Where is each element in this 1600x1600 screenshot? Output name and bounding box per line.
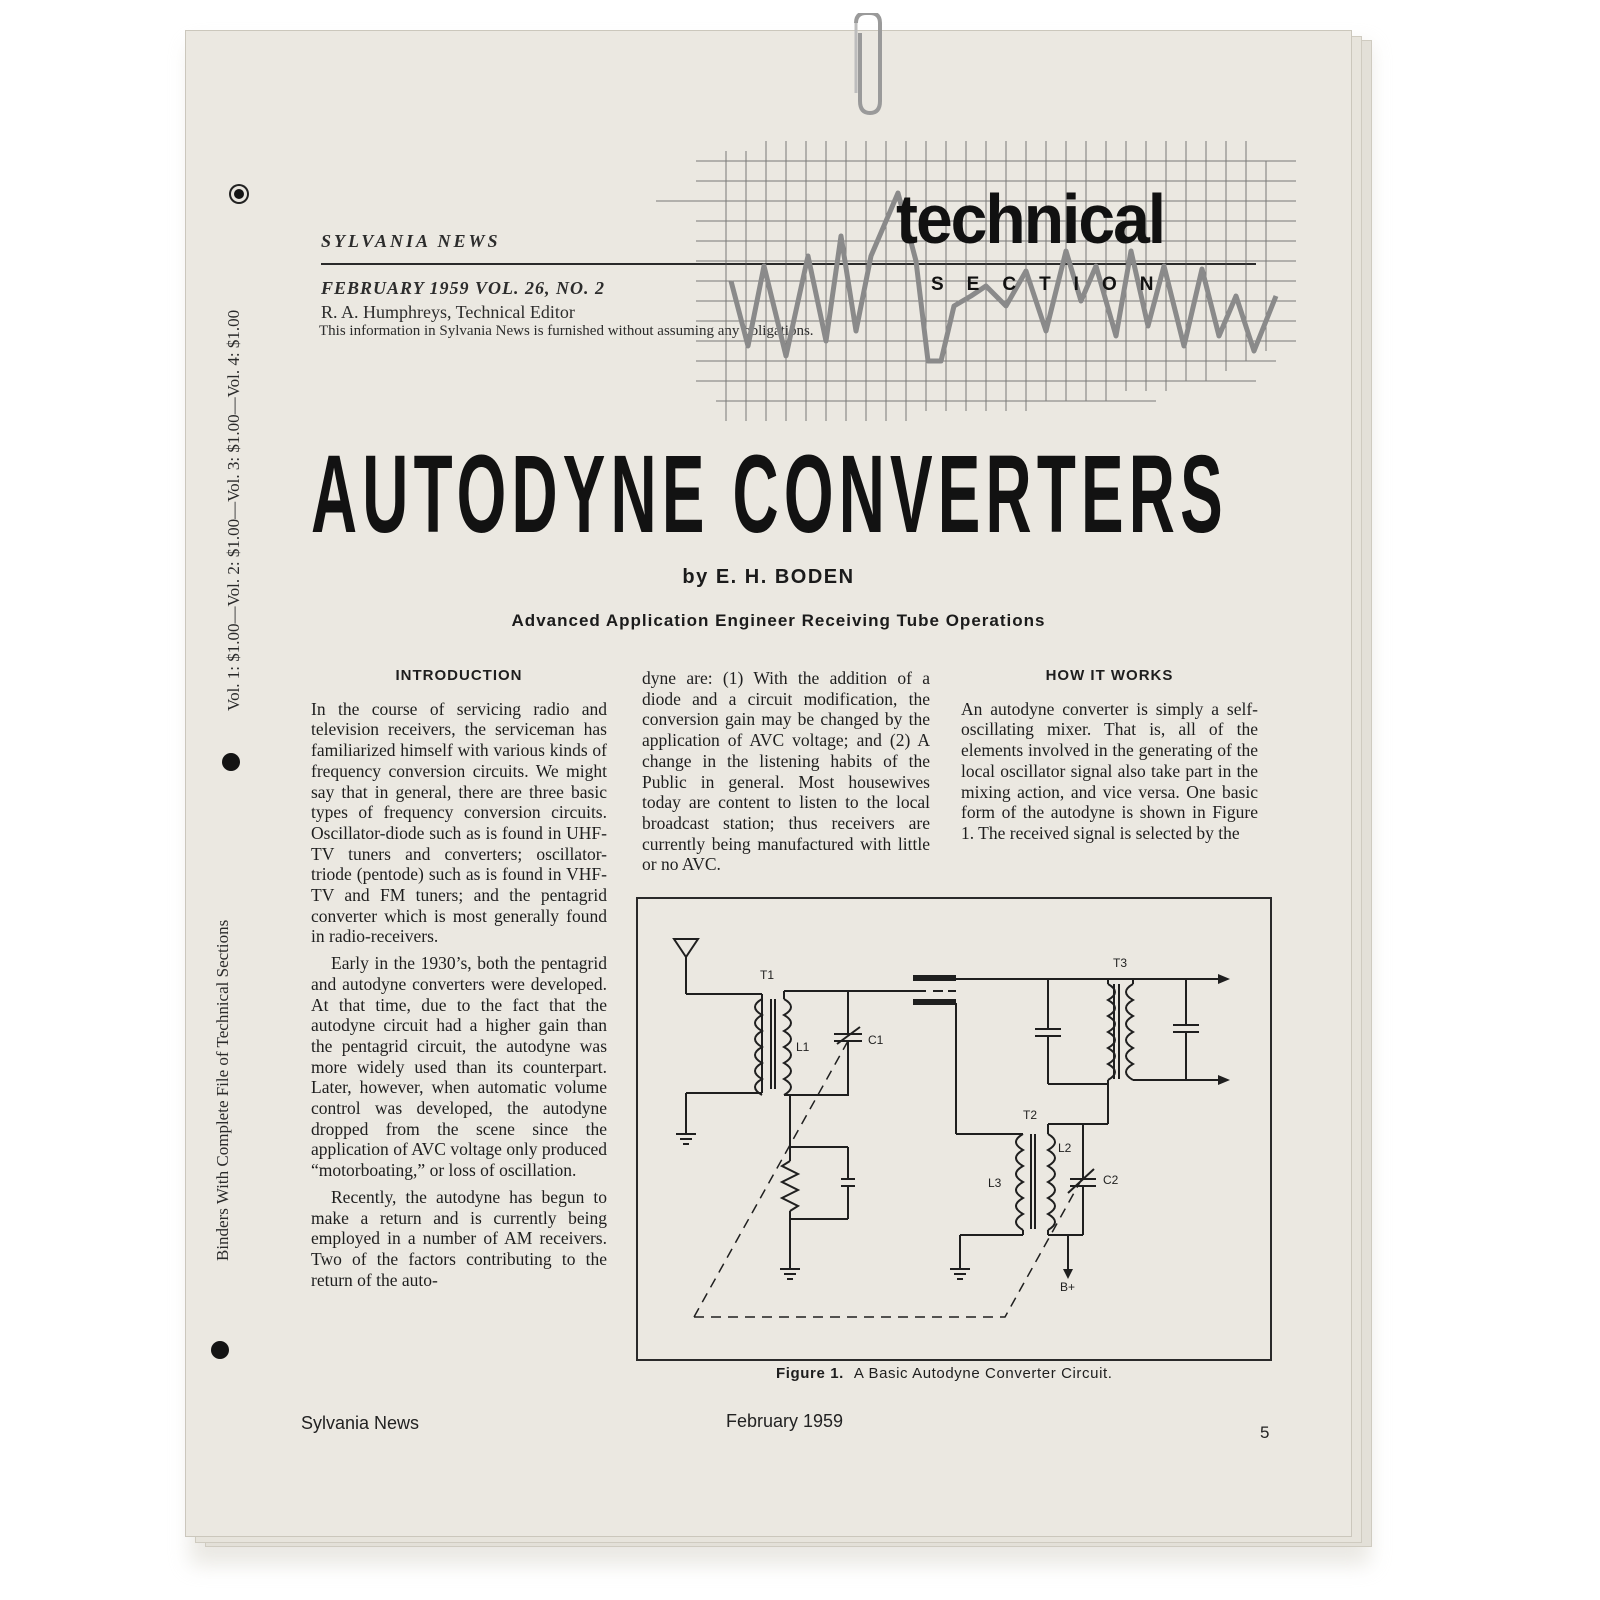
author-affiliation: Advanced Application Engineer Receiving Tube Operations	[511, 611, 1046, 630]
technical-section-logo-graphic	[636, 101, 1316, 431]
how-paragraph-1: An autodyne converter is simply a self-oscillating mixer. That is, all of the elements involved in the generating of the local oscillator signal also take part in the mixing action, and vice versa. One basic form of the autodyne is shown in Figure 1. The received signal is selected by the	[961, 698, 1258, 843]
binding-binders-note: Binders With Complete File of Technical Sections	[213, 919, 232, 1261]
column-left	[311, 666, 607, 1296]
column-right	[961, 666, 1258, 850]
figure-1-circuit	[636, 897, 1272, 1361]
article-title: AUTODYNE CONVERTERS	[311, 433, 1228, 556]
binder-hole	[231, 186, 247, 202]
binding-prices: Vol. 1: $1.00—Vol. 2: $1.00—Vol. 3: $1.00—Vol. 4: $1.00	[224, 309, 243, 711]
figure-caption	[776, 1365, 1113, 1382]
label-t3: T3	[1113, 956, 1128, 970]
introduction-heading: INTRODUCTION	[395, 667, 523, 684]
magazine-name: SYLVANIA NEWS	[321, 231, 501, 251]
editor-line: R. A. Humphreys, Technical Editor	[321, 302, 575, 322]
label-l3: L3	[988, 1176, 1002, 1190]
label-t1: T1	[760, 968, 775, 982]
how-it-works-heading: HOW IT WORKS	[1045, 667, 1174, 684]
page-number: 5	[1260, 1423, 1270, 1442]
intro-paragraph-3: Recently, the autodyne has begun to make a return and is currently being employed in a number of AM receivers. Two of the factors contributing to the return of the auto-	[311, 1186, 607, 1290]
figure-caption-label: Figure 1.	[776, 1365, 844, 1382]
label-c2: C2	[1103, 1173, 1119, 1187]
column-middle	[642, 668, 930, 881]
binder-hole	[222, 753, 240, 771]
middle-paragraph-1: dyne are: (1) With the addition of a diode and a circuit modification, the conversion gain may be changed by the application of AVC voltage; and (2) A change in the listening habits of the Public in general. Most housewives today are content to listen to the local broadcast station; thus receivers are currently being manufactured with little or no AVC.	[642, 668, 930, 875]
binder-hole	[211, 1341, 229, 1359]
footer-date: February 1959	[726, 1411, 844, 1431]
label-t2: T2	[1023, 1108, 1038, 1122]
intro-paragraph-2: Early in the 1930’s, both the pentagrid and autodyne converters were developed. At that time, due to the fact that the autodyne circuit had a higher gain than the pentagrid circuit, the autodyne was more widely used than its counterpart. Later, however, when automatic volume control was developed, the autodyne dropped from the scene since the application of AVC voltage only produced “motorboating,” or loss of oscillation.	[311, 953, 607, 1181]
technical-logo-word: technical	[896, 180, 1165, 258]
figure-caption-text: A Basic Autodyne Converter Circuit.	[853, 1365, 1113, 1382]
intro-paragraph-1: In the course of servicing radio and television receivers, the serviceman has familiarized himself with various kinds of frequency conversion circuits. We might say that in general, there are three basic types of frequency conversion circuits. Oscillator-diode such as is found in UHF-TV tuners and converters; oscillator-triode (pentode) such as is found in VHF-TV and FM tuners; and the pentagrid converter which is most generally found in radio-receivers.	[311, 698, 607, 947]
technical-logo-section: SECTION	[931, 274, 1177, 295]
article-byline: by E. H. BODEN	[682, 566, 855, 588]
magazine-page	[185, 30, 1352, 1537]
label-bplus: B+	[1060, 1280, 1076, 1294]
label-l1: L1	[796, 1040, 810, 1054]
label-c1: C1	[868, 1033, 884, 1047]
issue-line: FEBRUARY 1959 VOL. 26, NO. 2	[321, 278, 606, 298]
paper-clip-icon	[836, 13, 936, 153]
footer-magazine: Sylvania News	[301, 1413, 420, 1433]
disclaimer-line: This information in Sylvania News is furnished without assuming any obligations.	[319, 323, 814, 339]
autodyne-circuit-diagram	[638, 899, 1270, 1359]
label-l2: L2	[1058, 1141, 1072, 1155]
